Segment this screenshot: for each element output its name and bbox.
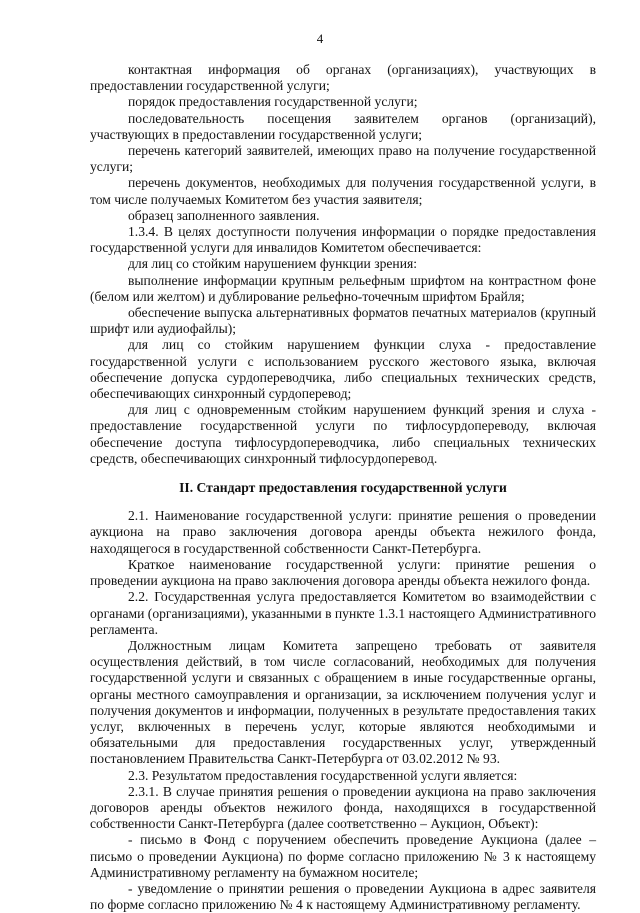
paragraph: 2.2. Государственная услуга предоставляется Комитетом во взаимодействии с органами (организациями), указанными в пункте 1.3.1 настоящего Административного регламента. — [90, 589, 596, 637]
paragraph: обеспечение выпуска альтернативных форматов печатных материалов (крупный шрифт или аудиофайлы); — [90, 305, 596, 337]
paragraph: образец заполненного заявления. — [128, 207, 320, 223]
paragraph: Должностным лицам Комитета запрещено требовать от заявителя осуществления действий, в том числе согласований, необходимых для получения государственной услуги и связанных с обращением в иные государственные органы, органы местного самоуправления и организации, за исключением получения услуг и получения документов и информации, полученных в результате предоставления таких услуг, включенных в перечень услуг, которые являются необходимыми и обязательными для предоставления государственных услуг, утвержденный постановлением Правительства Санкт-Петербурга от 03.02.2012 № 93. — [90, 637, 596, 767]
paragraph: последовательность посещения заявителем органов (организаций), участвующих в предоставлении государственной услуги; — [90, 110, 596, 142]
paragraph: выполнение информации крупным рельефным шрифтом на контрастном фоне (белом или желтом) и дублирование рельефно-точечным шрифтом Брайля; — [90, 272, 596, 304]
paragraph: 1.3.4. В целях доступности получения информации о порядке предоставления государственной услуги для инвалидов Комитетом обеспечивается: — [90, 224, 596, 256]
paragraph: 2.3.1. В случае принятия решения о проведении аукциона на право заключения договоров аренды объектов нежилого фонда, находящихся в государственной собственности Санкт-Петербурга (далее соответственно – Аукцион, Объект): — [90, 783, 596, 832]
page-number: 4 — [316, 31, 324, 46]
paragraph: для лиц со стойким нарушением функции зрения: — [128, 256, 418, 272]
paragraph: перечень документов, необходимых для получения государственной услуги, в том числе получаемых Комитетом без участия заявителя; — [90, 175, 596, 207]
paragraph: перечень категорий заявителей, имеющих право на получение государственной услуги; — [90, 143, 596, 175]
paragraph: 2.1. Наименование государственной услуги: принятие решения о проведении аукциона на право заключения договора аренды объекта нежилого фонда, находящегося в государственной собственности Санкт-Петербурга. — [90, 508, 596, 556]
document-body — [90, 62, 596, 913]
paragraph: контактная информация об органах (организациях), участвующих в предоставлении государственной услуги; — [90, 62, 596, 94]
paragraph: - письмо в Фонд с поручением обеспечить проведение Аукциона (далее – письмо о проведении Аукциона) по форме согласно приложению № 3 к настоящему Административному регламенту на бумажном носителе; — [90, 832, 596, 880]
paragraph: для лиц с одновременным стойким нарушением функций зрения и слуха - предоставление государственной услуги по тифлосурдопереводу, включая обеспечение доступа тифлосурдопереводчика, либо специальных технических средств, обеспечивающих синхронный тифлосурдоперевод. — [90, 402, 596, 466]
paragraph: - уведомление о принятии решения о проведении Аукциона в адрес заявителя по форме согласно приложению № 4 к настоящему Административному регламенту. — [90, 880, 596, 913]
paragraph: порядок предоставления государственной услуги; — [128, 94, 418, 110]
section-heading: II. Стандарт предоставления государственной услуги — [179, 480, 507, 496]
paragraph: Краткое наименование государственной услуги: принятие решения о проведении аукциона на право заключения договора аренды объекта нежилого фонда. — [90, 556, 596, 589]
paragraph: 2.3. Результатом предоставления государственной услуги является: — [128, 767, 518, 783]
paragraph: для лиц со стойким нарушением функции слуха - предоставление государственной услуги с использованием русского жестового языка, включая обеспечение допуска сурдопереводчика, либо специальных технических средств, обеспечивающих синхронный сурдоперевод; — [90, 337, 596, 402]
